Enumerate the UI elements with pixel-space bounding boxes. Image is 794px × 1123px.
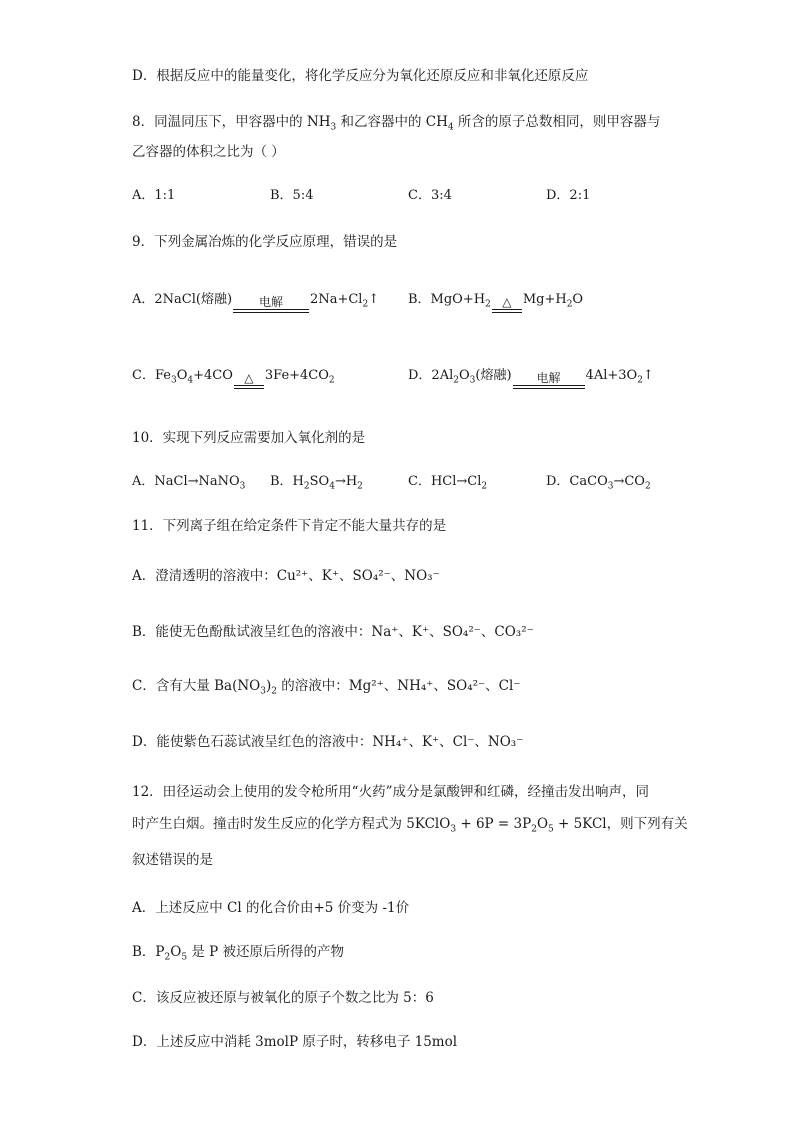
reaction-condition: △ [234,371,264,389]
question-12-option-c: C．该反应被还原与被氧化的原子个数之比为 5：6 [132,990,434,1006]
reaction-condition: △ [492,295,522,313]
question-10-option-b: B．$H_2SO_4\to H_2$ [270,474,363,492]
question-12-stem-line-3: 叙述错误的是 [132,852,213,868]
question-9-option-a: A．2NaCl(熔融) 电解 $2Na+Cl_2↑$ [132,290,379,313]
question-7-option-d: D．根据反应中的能量变化，将化学反应分为氧化还原反应和非氧化还原反应 [132,68,589,84]
reaction-condition: 电解 [233,295,309,313]
question-10-option-a: A．NaCl→NaNO$_3$ [132,474,246,492]
question-9-option-d: D．$2Al_2O_3$(熔融) 电解 $4Al+3O_2↑$ [408,366,654,389]
question-12-stem-line-2: 时产生白烟。撞击时发生反应的化学方程式为 5KClO$_3$ + $6P = 3P_2O_5 + 5KCl$，则下列有关 [132,816,688,835]
question-8-option-c: C．3:4 [408,188,452,203]
question-9-option-b: B．$MgO+H_2$ △ $Mg+H_2O$ [408,290,583,313]
question-9-stem: 9．下列金属冶炼的化学反应原理，错误的是 [132,234,398,250]
question-8-option-b: B．5:4 [270,188,314,203]
question-11-option-b: B．能使无色酚酞试液呈红色的溶液中：Na⁺、K⁺、SO₄²⁻、CO₃²⁻ [132,624,534,640]
question-8-stem-line-1: 8．同温同压下，甲容器中的 $NH_3$ 和乙容器中的 $CH_4$ 所含的原子总数相同，则甲容器与 [132,114,661,133]
question-11-option-c: C．含有大量 $Ba(NO_3)_2$ 的溶液中：Mg²⁺、NH₄⁺、SO₄²⁻、Cl⁻ [132,678,521,697]
question-11-option-d: D．能使紫色石蕊试液呈红色的溶液中：NH₄⁺、K⁺、Cl⁻、NO₃⁻ [132,734,524,750]
question-10-option-d: D．$CaCO_3\to CO_2$ [546,474,651,492]
question-12-option-b: B．$P_2O_5$ 是 P 被还原后所得的产物 [132,944,345,963]
question-12-option-a: A．上述反应中 Cl 的化合价由+5 价变为 -1价 [132,900,410,916]
question-12-stem-line-1: 12．田径运动会上使用的发令枪所用“火药”成分是氯酸钾和红磷，经撞击发出响声，同 [132,784,649,800]
question-9-option-c: C．$Fe_3O_4+4CO$ △ $3Fe+4CO_2$ [132,366,335,389]
question-11-option-a: A．澄清透明的溶液中：Cu²⁺、K⁺、SO₄²⁻、NO₃⁻ [132,568,440,584]
question-8-stem-line-2: 乙容器的体积之比为（ ） [132,144,285,160]
question-12-option-d: D．上述反应中消耗 3molP 原子时，转移电子 15mol [132,1034,458,1050]
question-8-option-a: A．1:1 [132,188,176,203]
question-10-stem: 10．实现下列反应需要加入氧化剂的是 [132,430,366,446]
question-8-option-d: D．2:1 [546,188,591,203]
question-10-option-c: C．$HCl\to Cl_2$ [408,474,488,492]
question-11-stem: 11．下列离子组在给定条件下肯定不能大量共存的是 [132,518,447,534]
reaction-condition: 电解 [513,371,585,389]
